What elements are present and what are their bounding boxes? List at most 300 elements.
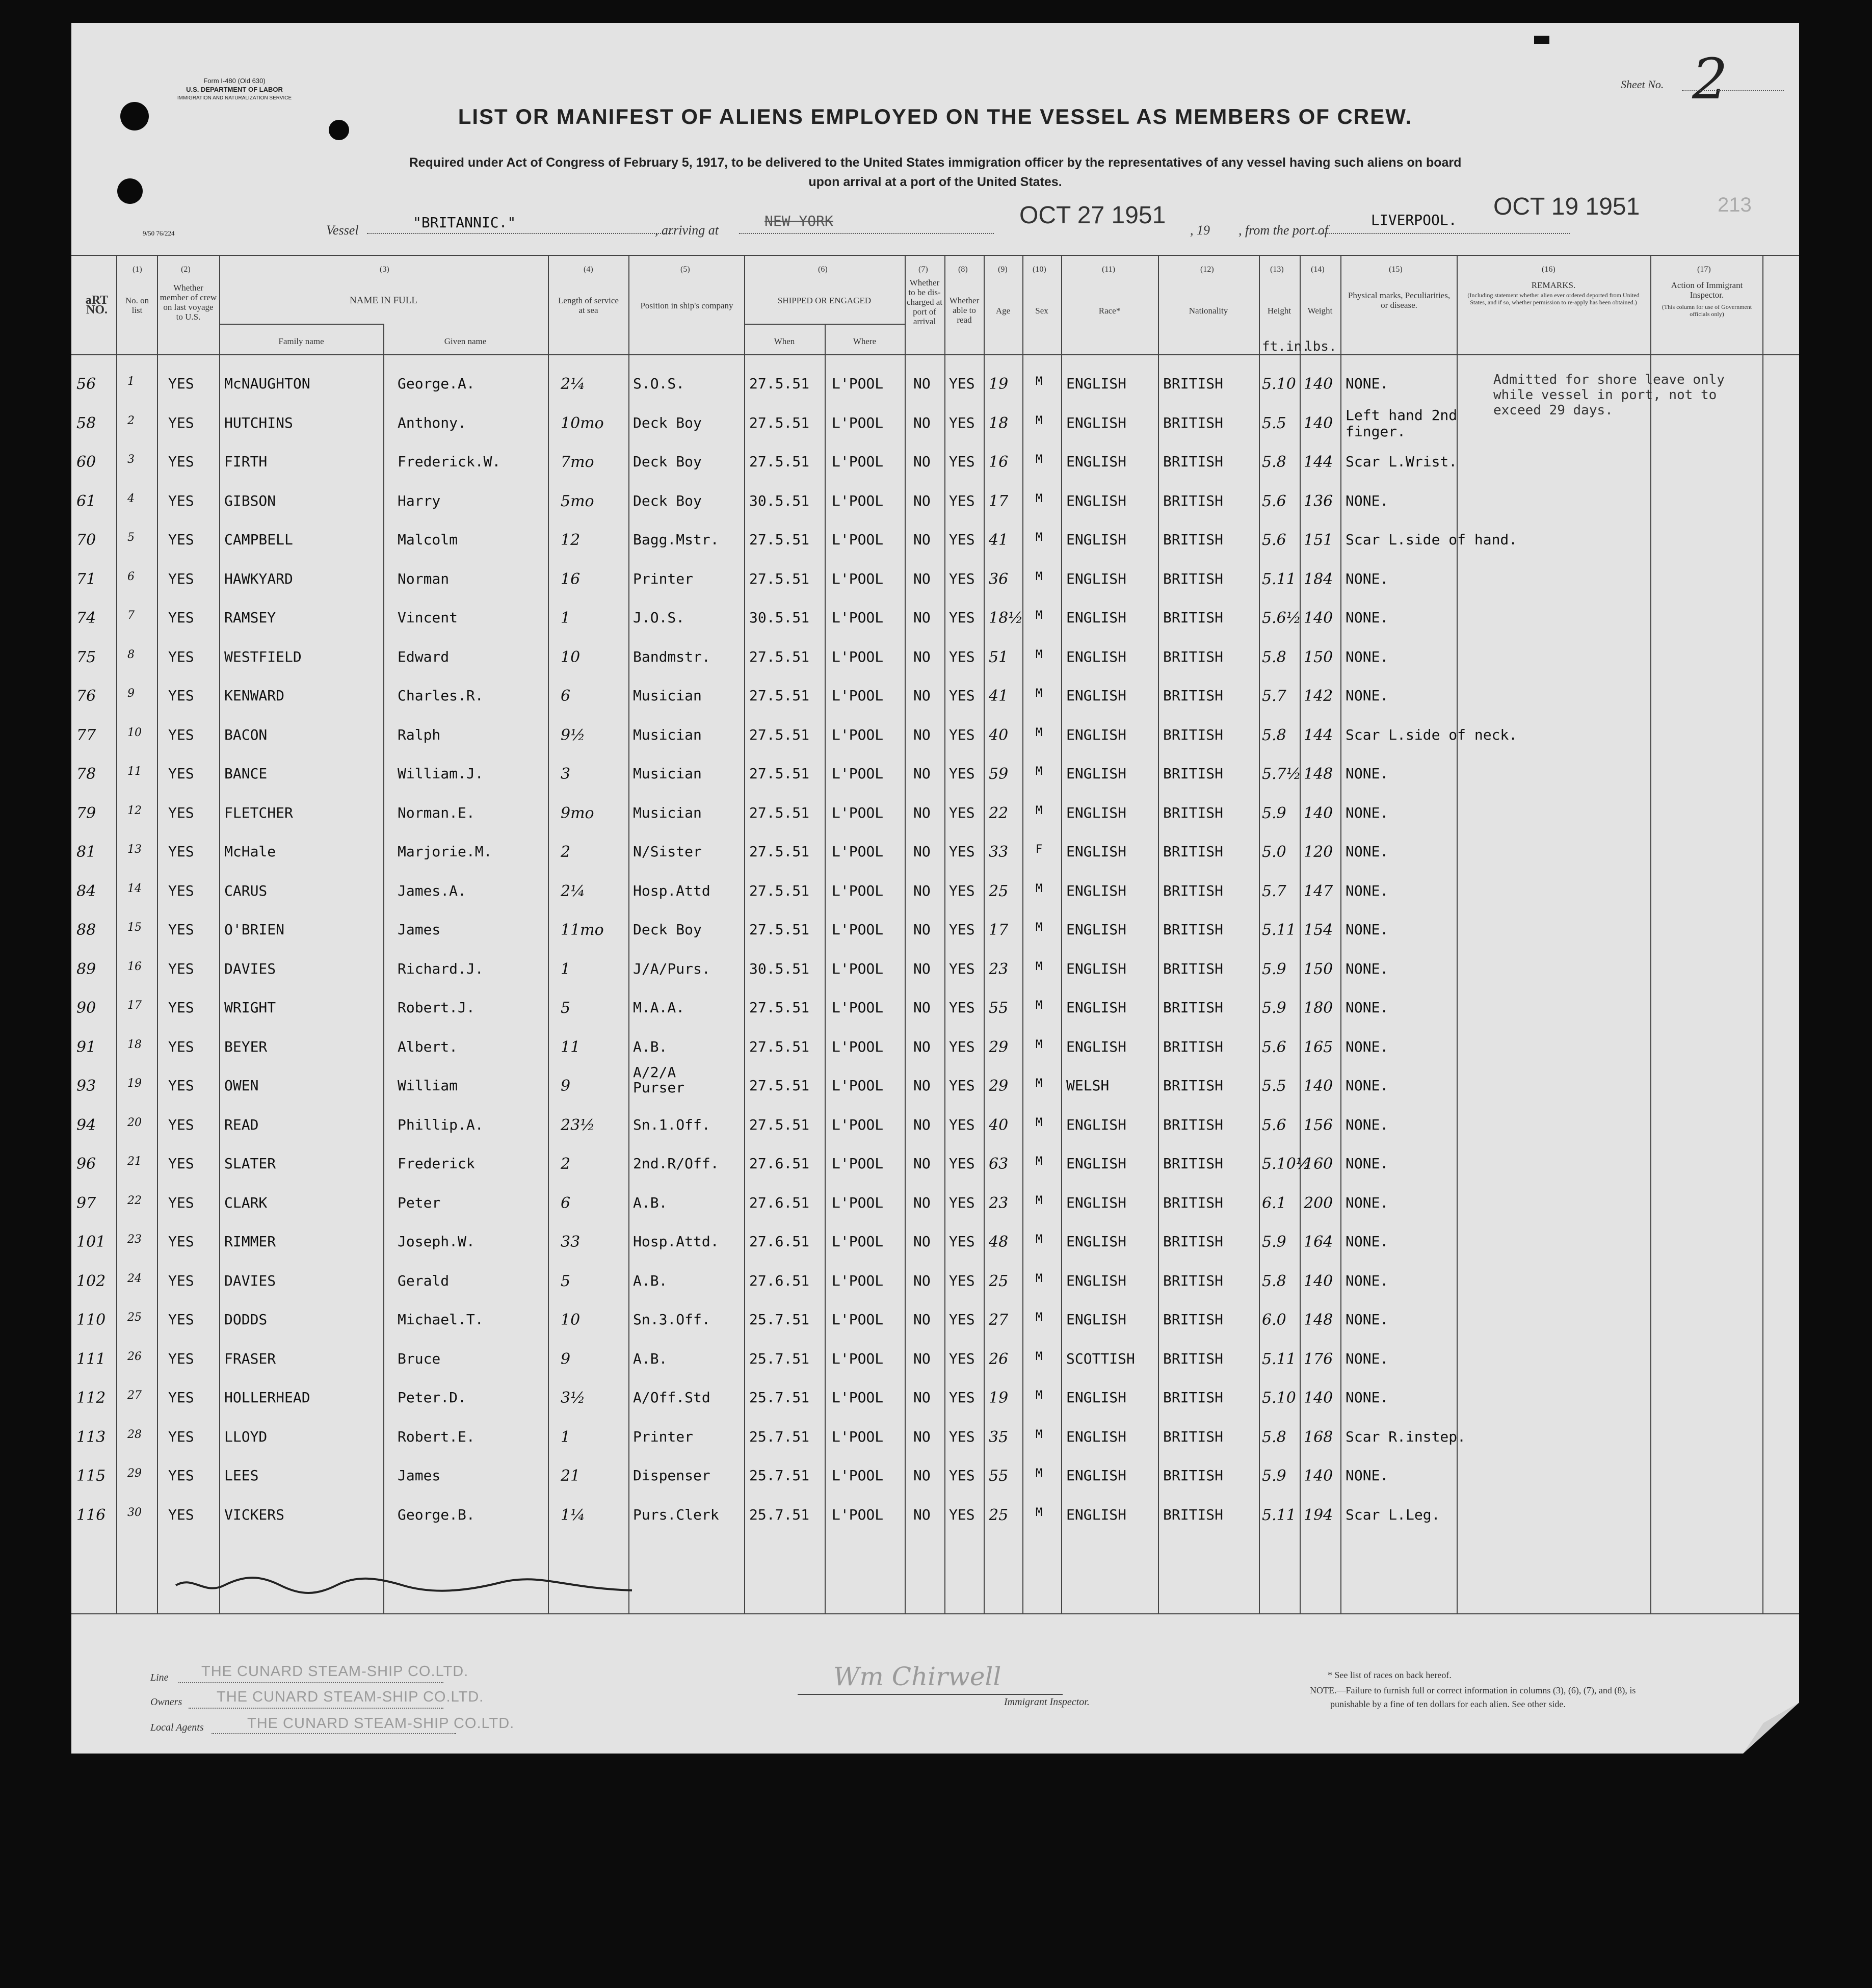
sex-cell: M: [1036, 999, 1043, 1012]
physical-marks-cell: NONE.: [1346, 882, 1389, 899]
art-no-cell: 58: [76, 414, 96, 432]
sheet-label: Sheet No.: [1621, 78, 1664, 91]
art-no-cell: 79: [76, 804, 96, 822]
nationality-cell: BRITISH: [1163, 453, 1224, 470]
crew-last-voyage-cell: YES: [168, 648, 194, 665]
table-row: [71, 836, 1762, 875]
art-no-cell: 94: [76, 1116, 96, 1134]
age-cell: 36: [989, 570, 1009, 588]
crew-last-voyage-cell: YES: [168, 804, 194, 821]
able-to-read-cell: YES: [949, 999, 975, 1016]
table-row: [71, 407, 1762, 446]
height-cell: 5.8: [1262, 1428, 1286, 1446]
physical-marks-cell: NONE.: [1346, 570, 1389, 587]
weight-cell: 148: [1304, 765, 1333, 783]
weight-cell: 140: [1304, 609, 1333, 627]
physical-marks-cell: Scar L.side of hand.: [1346, 531, 1518, 548]
sex-cell: M: [1036, 375, 1043, 388]
crew-last-voyage-cell: YES: [168, 375, 194, 392]
given-name-cell: Harry: [398, 492, 441, 509]
position-cell: Dispenser: [633, 1467, 710, 1484]
table-row: [71, 524, 1762, 563]
discharged-cell: NO: [913, 921, 931, 938]
race-cell: ENGLISH: [1066, 1116, 1127, 1133]
no-on-list-cell: 30: [127, 1506, 142, 1519]
header-position: Position in ship's company: [640, 301, 733, 310]
shipped-when-cell: 25.7.51: [749, 1389, 810, 1406]
able-to-read-cell: YES: [949, 1155, 975, 1172]
discharged-cell: NO: [913, 492, 931, 509]
service-length-cell: 5: [561, 999, 571, 1017]
age-cell: 26: [989, 1350, 1009, 1368]
crew-last-voyage-cell: YES: [168, 960, 194, 977]
weight-cell: 164: [1304, 1233, 1333, 1251]
shipped-when-cell: 27.5.51: [749, 1116, 810, 1133]
shipped-where-cell: L'POOL: [832, 1038, 884, 1055]
art-no-cell: 101: [76, 1233, 106, 1251]
col-num: (6): [818, 265, 828, 274]
nationality-cell: BRITISH: [1163, 1038, 1224, 1055]
discharged-cell: NO: [913, 648, 931, 665]
position-cell: Bandmstr.: [633, 648, 710, 665]
header-weight-unit: lbs.: [1305, 339, 1337, 354]
table-row: [71, 368, 1762, 407]
no-on-list-cell: 11: [127, 765, 142, 778]
family-name-cell: RIMMER: [224, 1233, 276, 1250]
nationality-cell: BRITISH: [1163, 765, 1224, 782]
weight-cell: 120: [1304, 843, 1333, 861]
position-cell: Musician: [633, 765, 702, 782]
table-row: [71, 992, 1762, 1031]
given-name-cell: Marjorie.M.: [398, 843, 492, 860]
given-name-cell: Frederick.W.: [398, 453, 501, 470]
race-cell: ENGLISH: [1066, 999, 1127, 1016]
age-cell: 25: [989, 1506, 1009, 1524]
crew-last-voyage-cell: YES: [168, 765, 194, 782]
age-cell: 40: [989, 1116, 1009, 1134]
age-cell: 17: [989, 921, 1009, 939]
height-cell: 5.6: [1262, 531, 1286, 549]
nationality-cell: BRITISH: [1163, 648, 1224, 665]
weight-cell: 184: [1304, 570, 1333, 588]
race-cell: ENGLISH: [1066, 1389, 1127, 1406]
able-to-read-cell: YES: [949, 609, 975, 626]
nationality-cell: BRITISH: [1163, 882, 1224, 899]
subtitle-line-2: upon arrival at a port of the United States.: [808, 175, 1062, 189]
vessel-rule: [367, 233, 673, 234]
discharged-cell: NO: [913, 1428, 931, 1445]
family-name-cell: McNAUGHTON: [224, 375, 310, 392]
height-cell: 5.9: [1262, 999, 1286, 1017]
shipped-when-cell: 27.5.51: [749, 375, 810, 392]
crew-last-voyage-cell: YES: [168, 414, 194, 431]
physical-marks-cell: Scar L.side of neck.: [1346, 726, 1518, 743]
race-cell: ENGLISH: [1066, 609, 1127, 626]
port-rule: [1315, 233, 1570, 234]
art-no-cell: 93: [76, 1077, 96, 1095]
header-read: Whether able to read: [949, 296, 980, 325]
no-on-list-cell: 13: [127, 843, 142, 856]
shipped-where-cell: L'POOL: [832, 921, 884, 938]
sex-cell: M: [1036, 1311, 1043, 1324]
department: U.S. DEPARTMENT OF LABOR: [186, 86, 283, 93]
line-label: Line: [150, 1672, 169, 1683]
race-cell: ENGLISH: [1066, 726, 1127, 743]
nationality-cell: BRITISH: [1163, 1272, 1224, 1289]
manifest-sheet: [71, 23, 1799, 1754]
family-name-cell: SLATER: [224, 1155, 276, 1172]
agents-stamp: THE CUNARD STEAM-SHIP CO.LTD.: [247, 1715, 515, 1732]
discharged-cell: NO: [913, 1233, 931, 1250]
weight-cell: 194: [1304, 1506, 1333, 1524]
able-to-read-cell: YES: [949, 1116, 975, 1133]
table-row: [71, 1226, 1762, 1265]
sex-cell: M: [1036, 648, 1043, 661]
age-cell: 19: [989, 375, 1009, 393]
crew-table: [71, 255, 1799, 1613]
sex-cell: M: [1036, 726, 1043, 739]
departure-port: LIVERPOOL.: [1371, 212, 1457, 228]
service-length-cell: 7mo: [561, 453, 594, 471]
age-cell: 51: [989, 648, 1009, 666]
header-race: Race*: [1098, 306, 1121, 316]
position-cell: A.B.: [633, 1272, 668, 1289]
able-to-read-cell: YES: [949, 1038, 975, 1055]
height-cell: 5.6: [1262, 1116, 1286, 1134]
no-on-list-cell: 9: [127, 687, 135, 700]
service-length-cell: 2: [561, 843, 571, 861]
shipped-when-cell: 27.5.51: [749, 843, 810, 860]
given-name-cell: Richard.J.: [398, 960, 484, 977]
weight-cell: 151: [1304, 531, 1333, 549]
sub-header-rule: [744, 324, 905, 325]
discharged-cell: NO: [913, 1467, 931, 1484]
discharged-cell: NO: [913, 726, 931, 743]
sex-cell: M: [1036, 1155, 1043, 1168]
sex-cell: M: [1036, 1350, 1043, 1363]
header-last-voyage: Whether member of crew on last voyage to U.S.: [160, 283, 217, 322]
height-cell: 6.1: [1262, 1194, 1286, 1212]
subtitle-line-1: Required under Act of Congress of February 5, 1917, to be delivered to the United States immigration officer by the representatives of any vessel having such aliens on board: [409, 155, 1462, 170]
shipped-where-cell: L'POOL: [832, 1506, 884, 1523]
header-action-note: (This column for use of Government officials only): [1662, 303, 1752, 318]
discharged-cell: NO: [913, 1350, 931, 1367]
sub-header-rule: [219, 324, 383, 325]
given-name-cell: Robert.J.: [398, 999, 475, 1016]
able-to-read-cell: YES: [949, 492, 975, 509]
no-on-list-cell: 3: [127, 453, 135, 466]
shipped-when-cell: 27.5.51: [749, 804, 810, 821]
table-row: [71, 485, 1762, 524]
position-cell: Deck Boy: [633, 414, 702, 431]
no-on-list-cell: 27: [127, 1389, 142, 1402]
discharged-cell: NO: [913, 1155, 931, 1172]
race-cell: ENGLISH: [1066, 570, 1127, 587]
sex-cell: M: [1036, 1116, 1043, 1129]
header-weight: Weight: [1307, 306, 1333, 316]
shipped-where-cell: L'POOL: [832, 492, 884, 509]
col-num: (9): [998, 265, 1008, 274]
discharged-cell: NO: [913, 1116, 931, 1133]
inspector-label: Immigrant Inspector.: [1004, 1696, 1090, 1708]
physical-marks-cell: NONE.: [1346, 648, 1389, 665]
inspector-signature: Wm Chirwell: [833, 1662, 1001, 1691]
weight-cell: 140: [1304, 414, 1333, 432]
shipped-when-cell: 27.5.51: [749, 921, 810, 938]
position-cell: Deck Boy: [633, 921, 702, 938]
table-row: [71, 446, 1762, 485]
age-cell: 55: [989, 1467, 1009, 1485]
family-name-cell: LEES: [224, 1467, 259, 1484]
age-cell: 48: [989, 1233, 1009, 1251]
shipped-when-cell: 27.5.51: [749, 882, 810, 899]
shipped-where-cell: L'POOL: [832, 1311, 884, 1328]
family-name-cell: RAMSEY: [224, 609, 276, 626]
no-on-list-cell: 29: [127, 1467, 142, 1480]
family-name-cell: LLOYD: [224, 1428, 268, 1445]
physical-marks-cell: NONE.: [1346, 1194, 1389, 1211]
arriving-rule: [739, 233, 994, 234]
table-row: [71, 1064, 1762, 1109]
given-name-cell: William.J.: [398, 765, 484, 782]
race-cell: ENGLISH: [1066, 960, 1127, 977]
art-no-cell: 96: [76, 1155, 96, 1173]
no-on-list-cell: 7: [127, 609, 135, 622]
age-cell: 23: [989, 960, 1009, 978]
no-on-list-cell: 10: [127, 726, 142, 739]
position-cell: S.O.S.: [633, 375, 685, 392]
age-cell: 29: [989, 1077, 1009, 1095]
family-name-cell: KENWARD: [224, 687, 285, 704]
race-cell: SCOTTISH: [1066, 1350, 1135, 1367]
sex-cell: M: [1036, 570, 1043, 583]
weight-cell: 148: [1304, 1311, 1333, 1329]
date-stamp-arrival: OCT 27 1951: [1019, 202, 1166, 229]
crew-last-voyage-cell: YES: [168, 531, 194, 548]
header-discharged: Whether to be dis-charged at port of arrival: [906, 278, 942, 326]
given-name-cell: Anthony.: [398, 414, 466, 431]
position-cell: Deck Boy: [633, 453, 702, 470]
art-no-cell: 116: [76, 1506, 106, 1524]
shipped-when-cell: 25.7.51: [749, 1350, 810, 1367]
position-cell: A.B.: [633, 1350, 668, 1367]
height-cell: 5.10½: [1262, 1155, 1311, 1173]
header-remarks: REMARKS.: [1531, 280, 1576, 290]
family-name-cell: CAMPBELL: [224, 531, 293, 548]
position-cell: J/A/Purs.: [633, 960, 710, 977]
shipped-when-cell: 25.7.51: [749, 1467, 810, 1484]
crew-last-voyage-cell: YES: [168, 1311, 194, 1328]
race-cell: ENGLISH: [1066, 1155, 1127, 1172]
sex-cell: M: [1036, 492, 1043, 505]
art-no-cell: 97: [76, 1194, 96, 1212]
art-no-cell: 111: [76, 1350, 106, 1368]
height-cell: 5.10: [1262, 375, 1296, 393]
no-on-list-cell: 22: [127, 1194, 142, 1207]
header-given-name: Given name: [444, 336, 487, 346]
col-num: (7): [918, 265, 928, 274]
position-cell: A.B.: [633, 1194, 668, 1211]
weight-cell: 168: [1304, 1428, 1333, 1446]
shore-leave-line-1: Admitted for shore leave only: [1493, 372, 1725, 387]
family-name-cell: HAWKYARD: [224, 570, 293, 587]
age-cell: 41: [989, 687, 1009, 705]
given-name-cell: George.A.: [398, 375, 475, 392]
crew-last-voyage-cell: YES: [168, 570, 194, 587]
age-cell: 23: [989, 1194, 1009, 1212]
crew-last-voyage-cell: YES: [168, 1389, 194, 1406]
nationality-cell: BRITISH: [1163, 960, 1224, 977]
art-no-cell: 75: [76, 648, 96, 666]
page-stamp: 213: [1718, 194, 1752, 216]
sex-cell: M: [1036, 531, 1043, 544]
header-physical-marks: Physical marks, Peculiarities, or disease.: [1348, 291, 1451, 310]
shipped-when-cell: 27.5.51: [749, 1038, 810, 1055]
given-name-cell: Malcolm: [398, 531, 458, 548]
crew-last-voyage-cell: YES: [168, 492, 194, 509]
physical-marks-cell: Scar L.Wrist.: [1346, 453, 1458, 470]
nationality-cell: BRITISH: [1163, 726, 1224, 743]
form-code: 9/50 76/224: [143, 229, 175, 237]
age-cell: 63: [989, 1155, 1009, 1173]
nationality-cell: BRITISH: [1163, 921, 1224, 938]
nationality-cell: BRITISH: [1163, 1077, 1224, 1094]
shipped-where-cell: L'POOL: [832, 1116, 884, 1133]
weight-cell: 160: [1304, 1155, 1333, 1173]
age-cell: 18: [989, 414, 1009, 432]
position-cell: Purs.Clerk: [633, 1506, 719, 1523]
table-row: [71, 602, 1762, 641]
nationality-cell: BRITISH: [1163, 843, 1224, 860]
position-cell: Printer: [633, 1428, 694, 1445]
position-cell: J.O.S.: [633, 609, 685, 626]
physical-marks-cell: NONE.: [1346, 1155, 1389, 1172]
given-name-cell: James: [398, 1467, 441, 1484]
family-name-cell: HUTCHINS: [224, 414, 293, 431]
shipped-where-cell: L'POOL: [832, 453, 884, 470]
year-label: , 19: [1190, 223, 1210, 238]
sheet-number: 2: [1692, 46, 1728, 112]
position-cell: 2nd.R/Off.: [633, 1155, 719, 1172]
header-length-service: Length of service at sea: [558, 296, 619, 315]
table-row: [71, 1382, 1762, 1421]
weight-cell: 200: [1304, 1194, 1333, 1212]
shipped-when-cell: 30.5.51: [749, 492, 810, 509]
nationality-cell: BRITISH: [1163, 1350, 1224, 1367]
discharged-cell: NO: [913, 843, 931, 860]
able-to-read-cell: YES: [949, 1389, 975, 1406]
nationality-cell: BRITISH: [1163, 1194, 1224, 1211]
age-cell: 19: [989, 1389, 1009, 1407]
position-cell: Bagg.Mstr.: [633, 531, 719, 548]
header-age: Age: [995, 306, 1011, 316]
crew-last-voyage-cell: YES: [168, 1272, 194, 1289]
no-on-list-cell: 6: [127, 570, 135, 583]
position-cell: A/2/A Purser: [633, 1064, 685, 1096]
table-row: [71, 719, 1762, 758]
height-cell: 5.0: [1262, 843, 1286, 861]
col-num: (12): [1200, 265, 1214, 274]
sex-cell: M: [1036, 609, 1043, 622]
discharged-cell: NO: [913, 609, 931, 626]
able-to-read-cell: YES: [949, 1194, 975, 1211]
position-cell: Musician: [633, 726, 702, 743]
physical-marks-cell: NONE.: [1346, 765, 1389, 782]
race-cell: ENGLISH: [1066, 1194, 1127, 1211]
service-length-cell: 9mo: [561, 804, 594, 822]
art-no-cell: 89: [76, 960, 96, 978]
sex-cell: M: [1036, 1467, 1043, 1480]
height-cell: 5.8: [1262, 726, 1286, 744]
table-row: [71, 1343, 1762, 1382]
owners-label: Owners: [150, 1696, 182, 1708]
race-cell: ENGLISH: [1066, 687, 1127, 704]
shipped-when-cell: 25.7.51: [749, 1311, 810, 1328]
service-length-cell: 9: [561, 1350, 571, 1368]
weight-cell: 140: [1304, 1272, 1333, 1290]
table-row: [71, 1460, 1762, 1499]
weight-cell: 140: [1304, 1077, 1333, 1095]
service-length-cell: 12: [561, 531, 581, 549]
header-no-on-list: No. on list: [125, 296, 149, 315]
table-row: [71, 758, 1762, 797]
able-to-read-cell: YES: [949, 765, 975, 782]
service-length-cell: 1: [561, 1428, 571, 1446]
physical-marks-cell: NONE.: [1346, 492, 1389, 509]
nationality-cell: BRITISH: [1163, 1155, 1224, 1172]
age-cell: 25: [989, 882, 1009, 900]
physical-marks-cell: NONE.: [1346, 609, 1389, 626]
header-height: Height: [1267, 306, 1291, 316]
header-name-in-full: NAME IN FULL: [350, 295, 417, 306]
no-on-list-cell: 17: [127, 999, 142, 1012]
sex-cell: M: [1036, 414, 1043, 427]
age-cell: 33: [989, 843, 1009, 861]
weight-cell: 165: [1304, 1038, 1333, 1056]
position-cell: A.B.: [633, 1038, 668, 1055]
crew-last-voyage-cell: YES: [168, 687, 194, 704]
shipped-where-cell: L'POOL: [832, 1233, 884, 1250]
discharged-cell: NO: [913, 375, 931, 392]
service-length-cell: 10: [561, 1311, 581, 1329]
agents-label: Local Agents: [150, 1722, 204, 1733]
race-cell: ENGLISH: [1066, 1428, 1127, 1445]
weight-cell: 180: [1304, 999, 1333, 1017]
sex-cell: M: [1036, 1428, 1043, 1441]
header-bottom-rule: [71, 354, 1799, 355]
table-row: [71, 1148, 1762, 1187]
header-sex: Sex: [1035, 306, 1048, 316]
shipped-where-cell: L'POOL: [832, 414, 884, 431]
arriving-label: , arriving at: [655, 223, 719, 238]
height-cell: 5.9: [1262, 960, 1286, 978]
given-name-cell: Joseph.W.: [398, 1233, 475, 1250]
col-num: (3): [380, 265, 389, 274]
art-no-cell: 91: [76, 1038, 96, 1056]
subtitle: [71, 153, 1799, 192]
corner-mark: [1534, 36, 1549, 44]
shipped-where-cell: L'POOL: [832, 531, 884, 548]
sex-cell: M: [1036, 921, 1043, 934]
race-cell: ENGLISH: [1066, 765, 1127, 782]
table-row: [71, 875, 1762, 914]
vessel-label: Vessel: [326, 223, 359, 238]
position-cell: A/Off.Std: [633, 1389, 710, 1406]
shipped-where-cell: L'POOL: [832, 843, 884, 860]
physical-marks-cell: NONE.: [1346, 999, 1389, 1016]
crew-last-voyage-cell: YES: [168, 1194, 194, 1211]
position-cell: M.A.A.: [633, 999, 685, 1016]
